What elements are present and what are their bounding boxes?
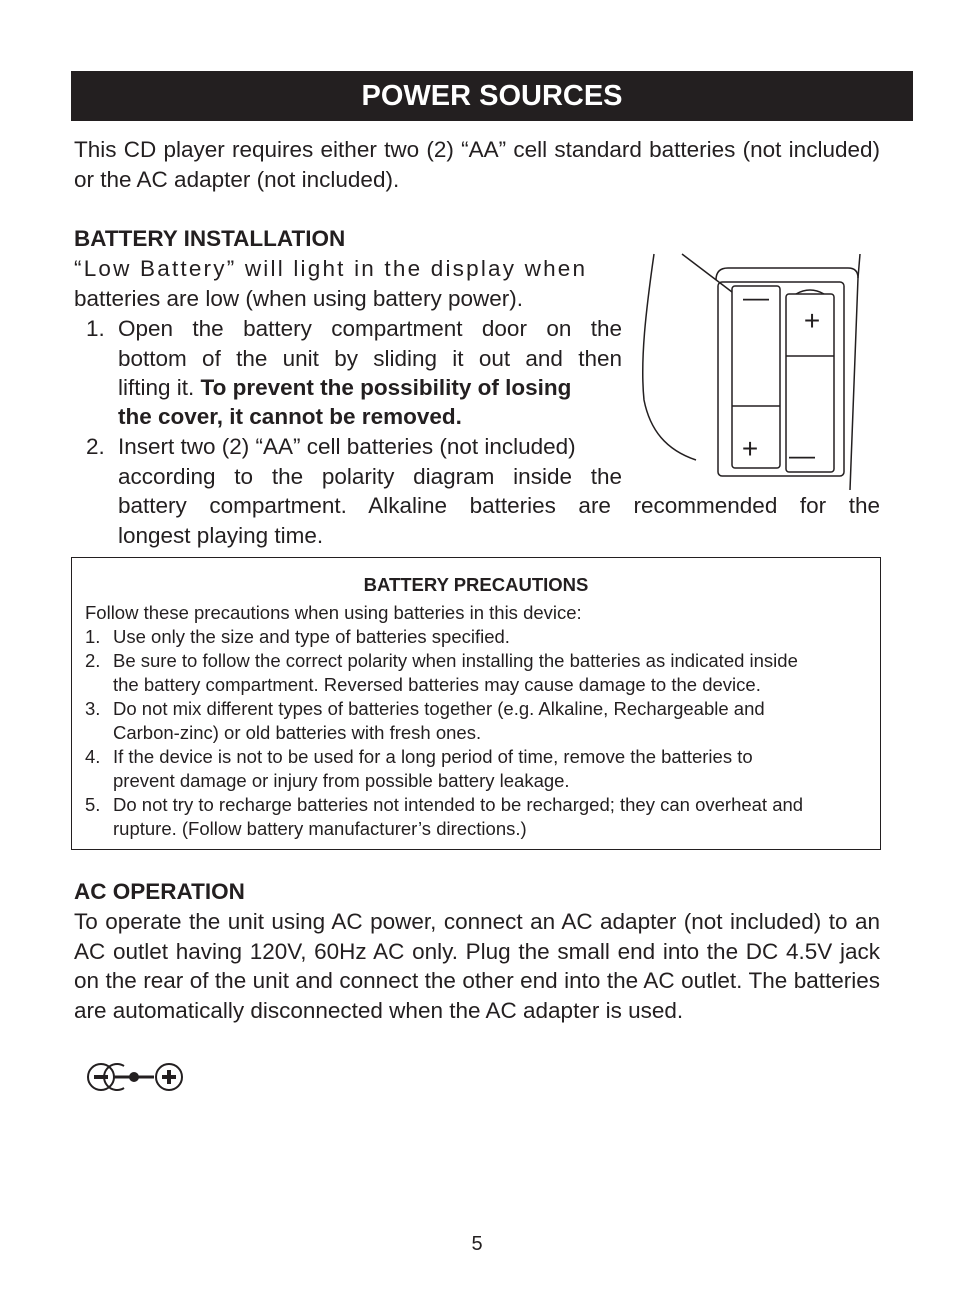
step-1-line-3 <box>118 373 622 403</box>
precaution-5-line-2: rupture. (Follow battery manufacturer’s directions.) <box>113 818 527 839</box>
precaution-5-line-1: Do not try to recharge batteries not intended to be recharged; they can overheat and <box>113 794 804 815</box>
precaution-4-number: 4. <box>85 746 101 767</box>
ac-operation-heading: AC OPERATION <box>74 879 245 904</box>
precaution-4-line-2: prevent damage or injury from possible battery leakage. <box>113 770 570 791</box>
intro-paragraph: This CD player requires either two (2) “AA” cell standard batteries (not included) or the AC adapter (not included). <box>74 137 880 192</box>
precaution-1-number: 1. <box>85 626 101 647</box>
precautions-title: BATTERY PRECAUTIONS <box>363 574 589 595</box>
precaution-5-number: 5. <box>85 794 101 815</box>
precaution-3-line-2: Carbon-zinc) or old batteries with fresh ones. <box>113 722 482 743</box>
step-1-line-3-plain: lifting it. <box>118 375 201 400</box>
center-positive-polarity-icon <box>84 1060 188 1094</box>
step-1-warning-part-2: the cover, it cannot be removed. <box>118 404 462 429</box>
compartment-frame <box>718 282 844 476</box>
precaution-1-line-1: Use only the size and type of batteries specified. <box>113 626 510 647</box>
unit-outline <box>643 254 696 460</box>
step-1-number: 1. <box>86 316 105 341</box>
precaution-2-line-2: the battery compartment. Reversed batteries may cause damage to the device. <box>113 674 761 695</box>
precaution-3-number: 3. <box>85 698 101 719</box>
minus-left-label: — <box>743 282 769 312</box>
precaution-3-line-1: Do not mix different types of batteries together (e.g. Alkaline, Rechargeable and <box>113 698 765 719</box>
precaution-4-line-1: If the device is not to be used for a long period of time, remove the batteries to <box>113 746 753 767</box>
step-2-line-4: longest playing time. <box>118 523 324 548</box>
step-1-warning-part-1: To prevent the possibility of losing <box>200 375 572 400</box>
ac-operation-paragraph: To operate the unit using AC power, connect an AC adapter (not included) to an AC outlet having 120V, 60Hz AC only. Plug the small end into the DC 4.5V jack on the rear of the unit and connect the other end into the AC outlet. The batteries are automatically disconnected when the AC adapter is used. <box>74 909 880 1023</box>
step-2-line-3: battery compartment. Alkaline batteries are recommended for the <box>118 493 880 518</box>
plus-right-label: + <box>803 305 821 336</box>
battery-installation-heading: BATTERY INSTALLATION <box>74 226 346 251</box>
precaution-2-line-1: Be sure to follow the correct polarity when installing the batteries as indicated inside <box>113 650 798 671</box>
minus-right-label: — <box>789 440 815 470</box>
battery-precautions-box <box>71 557 881 850</box>
step-1-line-1: Open the battery compartment door on the <box>118 316 622 341</box>
plus-left-label: + <box>741 433 759 464</box>
low-battery-line-1: “Low Battery” will light in the display when <box>74 256 588 281</box>
precaution-2-number: 2. <box>85 650 101 671</box>
step-2-line-1: Insert two (2) “AA” cell batteries (not included) <box>118 434 576 459</box>
low-battery-line-2: batteries are low (when using battery power). <box>74 286 523 311</box>
battery-compartment-diagram <box>636 250 866 490</box>
step-2-number: 2. <box>86 434 105 459</box>
compartment-outer <box>716 268 858 490</box>
cable-line <box>682 254 732 292</box>
precautions-intro: Follow these precautions when using batteries in this device: <box>85 602 582 623</box>
step-2-line-2: according to the polarity diagram inside the <box>118 464 622 489</box>
page-number: 5 <box>471 1233 483 1255</box>
step-1-line-2: bottom of the unit by sliding it out and then <box>118 346 622 371</box>
compartment-edge <box>858 254 860 278</box>
page-title: POWER SOURCES <box>71 71 913 121</box>
